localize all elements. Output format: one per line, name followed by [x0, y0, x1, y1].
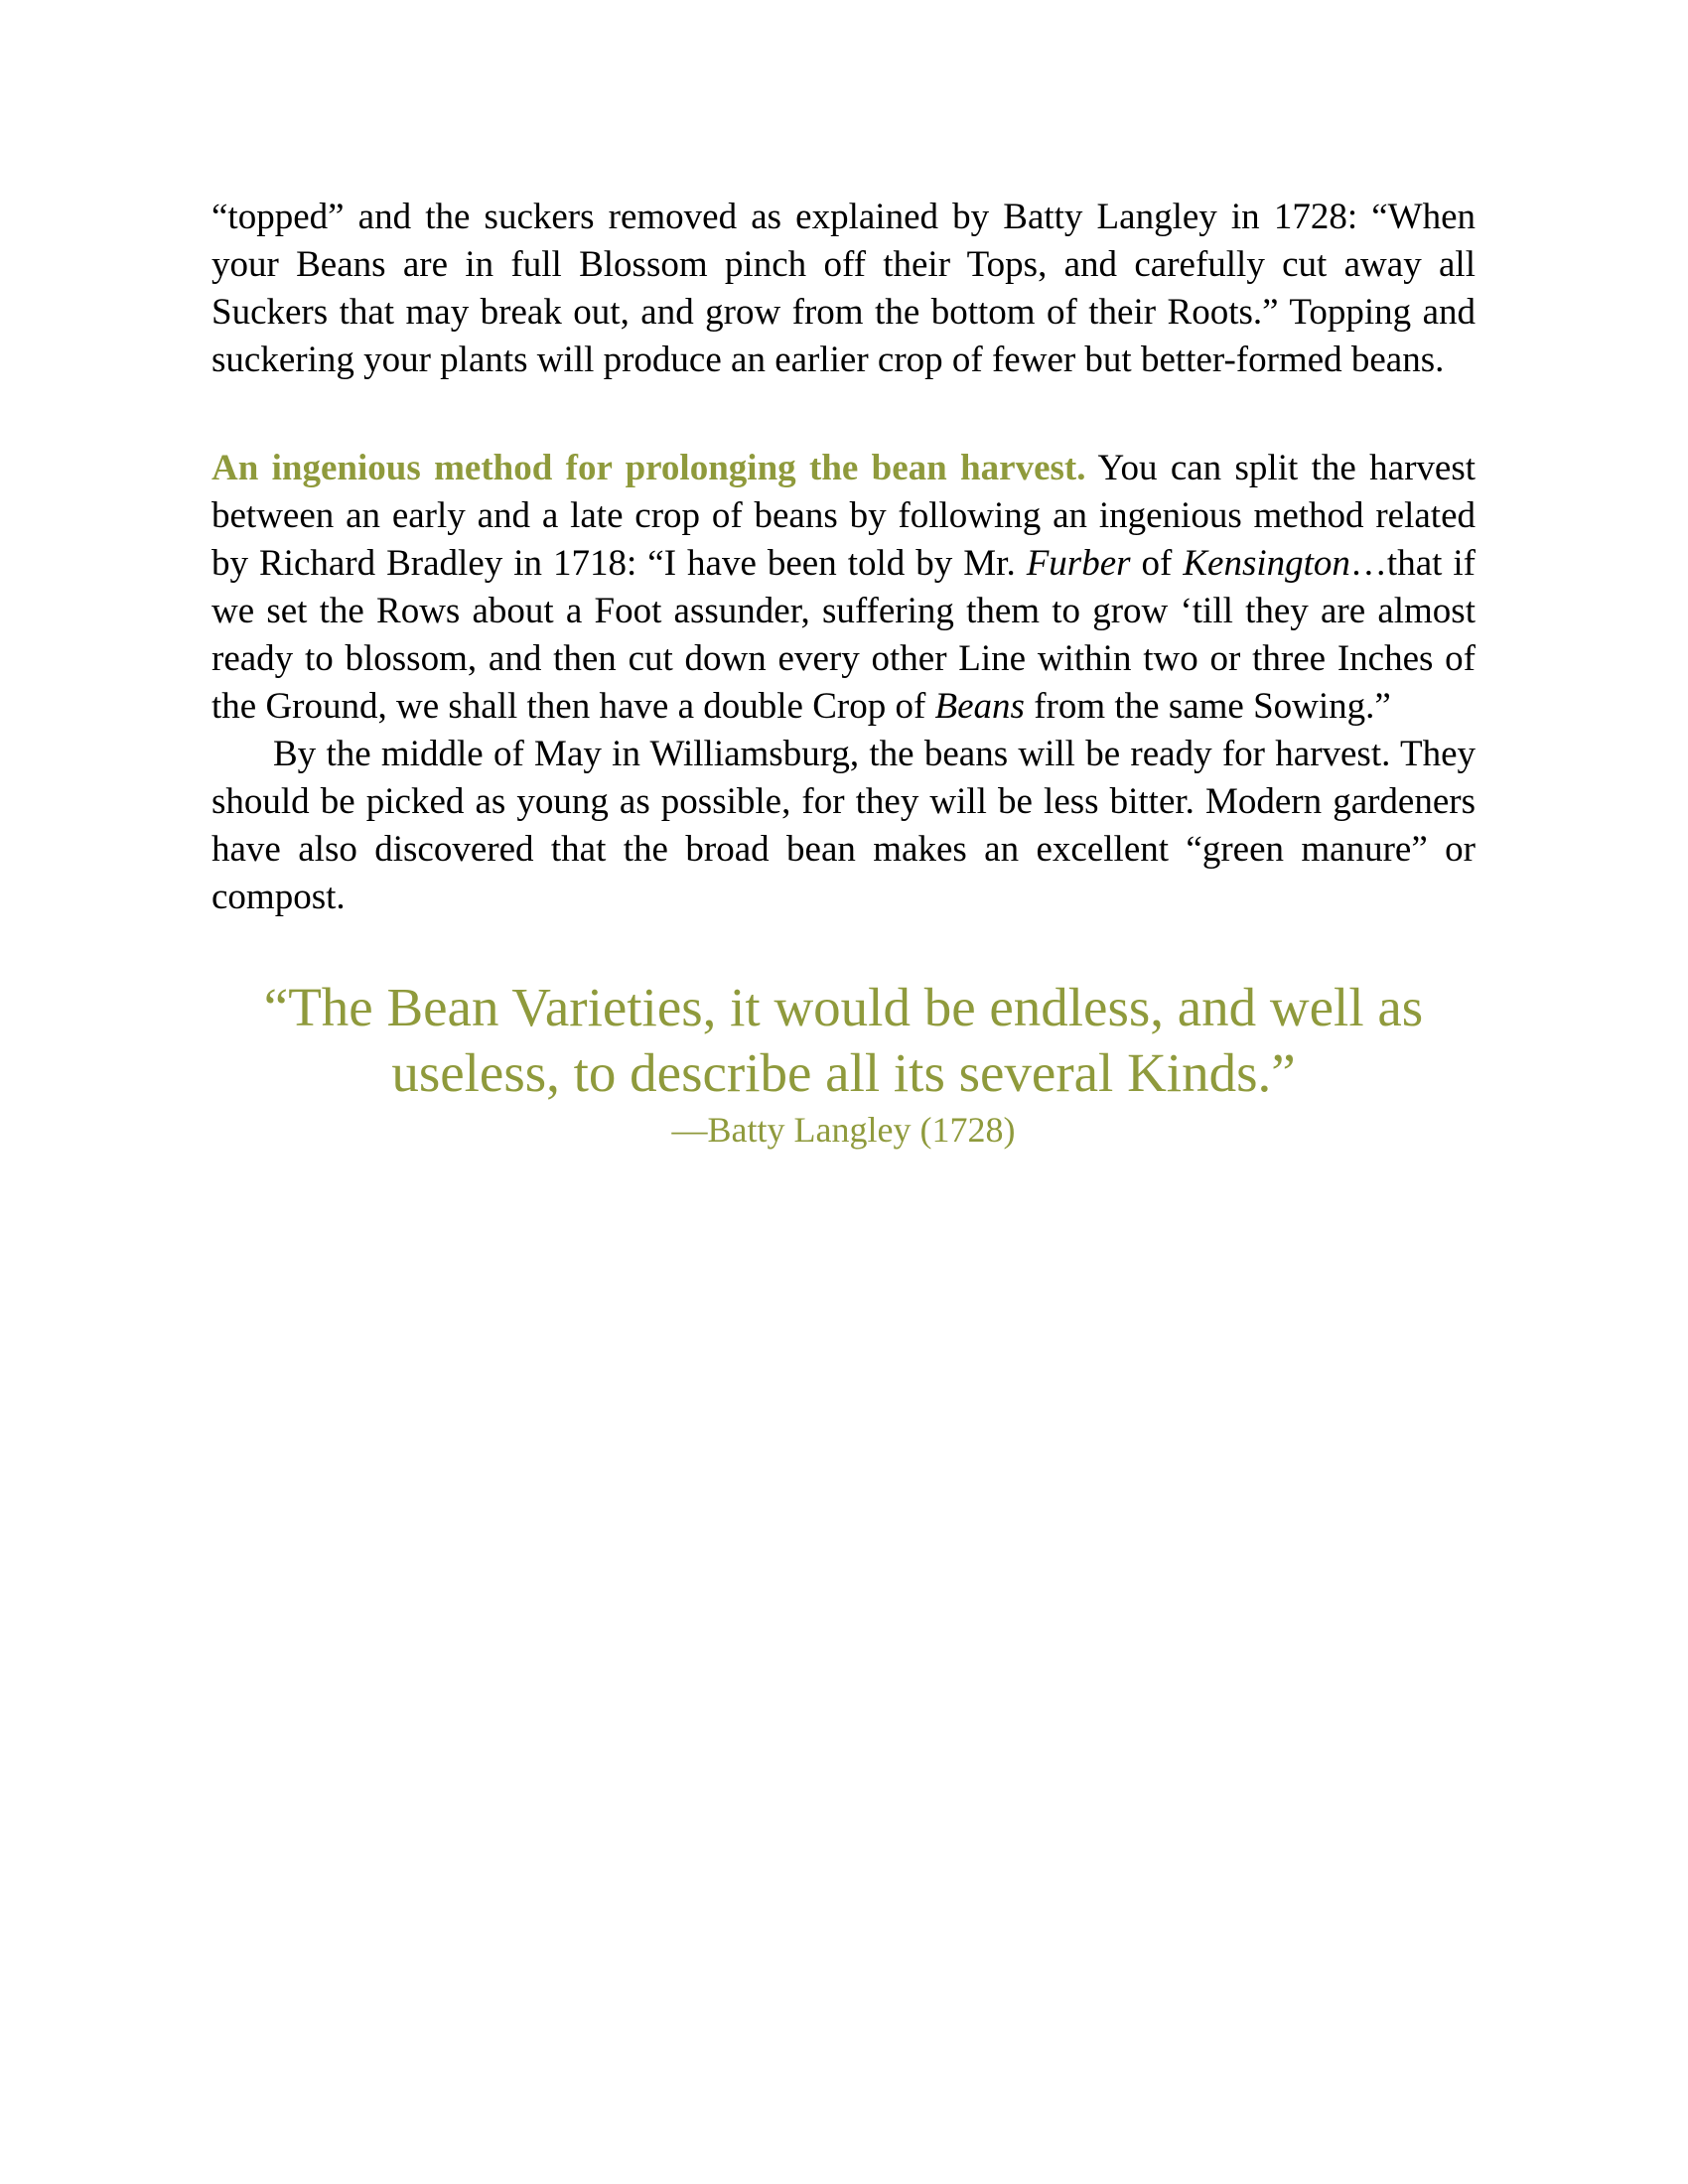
paragraph-prolonging-harvest [211, 445, 1476, 731]
section-heading: An ingenious method for prolonging the bean harvest. [211, 448, 1086, 488]
italic-name-furber: Furber [1026, 543, 1131, 584]
pull-quote-line-2: useless, to describe all its several Kinds.” [391, 1042, 1296, 1103]
paragraph-harvest-time: By the middle of May in Williamsburg, the beans will be ready for harvest. They should be picked as young as possible, for they will be less bitter. Modern gardeners have also discovered that the broad bean makes an excellent “green manure” or compost. [211, 734, 1476, 917]
body-text: You can split the harvest between an early and a late crop of beans by following an ingenious method related by Richard Bradley in 1718: “I have been told by Mr. [211, 448, 1476, 584]
body-text: from the same Sowing.” [1024, 686, 1391, 727]
paragraph-topping: “topped” and the suckers removed as explained by Batty Langley in 1728: “When your Beans are in full Blossom pinch off their Tops, and carefully cut away all Suckers that may break out, and grow from the bottom of their Roots.” Topping and suckering your plants will produce an earlier crop of fewer but better-formed beans. [211, 197, 1476, 380]
body-text: of [1130, 543, 1184, 584]
pull-quote-attribution: —Batty Langley (1728) [671, 1110, 1016, 1150]
body-text: …that if we set the Rows about a Foot assunder, suffering them to grow ‘till they are almost ready to blossom, and then cut down every other Line within two or three Inches of the Ground, we shall then have a double Crop of [211, 543, 1477, 727]
italic-word-beans: Beans [934, 686, 1025, 727]
pull-quote-line-1: “The Bean Varieties, it would be endless, and well as [263, 977, 1424, 1037]
paragraph-gap [211, 384, 1476, 445]
document-page [211, 194, 1476, 1154]
pull-quote [211, 975, 1476, 1154]
italic-place-kensington: Kensington [1183, 543, 1350, 584]
